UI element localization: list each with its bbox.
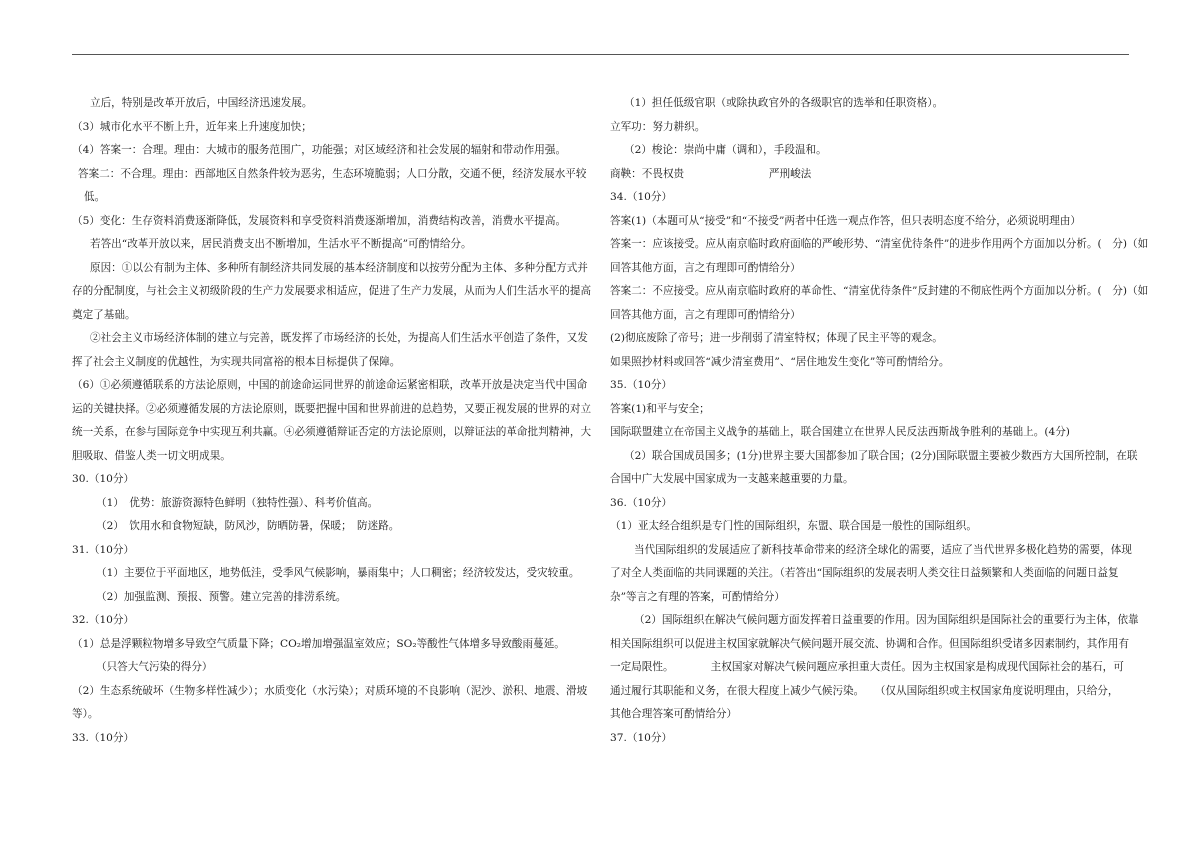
text-line: ②社会主义市场经济体制的建立与完善，既发挥了市场经济的长处，为提高人们生活水平创造了条件，又发 [90,332,588,344]
text-line: （2）联合国成员国多；(1分)世界主要大国都参加了联合国；(2分)国际联盟主要被少数西方大国所控制，在联 [624,449,1138,462]
text-line: 合国中广大发展中国家成为一支越来越重要的力量。 [610,473,854,485]
text-line: 低。 [84,191,106,203]
text-line: 37.（10分） [610,731,673,744]
text-line: （3）城市化水平不断上升，近年来上升速度加快； [72,120,312,133]
text-line: 30.（10分） [72,473,135,485]
text-line: 若答出“改革开放以来，居民消费支出不断增加，生活水平不断提高”可酌情给分。 [90,238,472,250]
text-line: 了对全人类面临的共同课题的关注。（若答出“国际组织的发展表明人类交往日益频繁和人类面临的问题日益复 [610,567,1119,579]
text-line: 商鞅：不畏权贵 严刑峻法 [610,167,812,180]
text-line: （2）梭论：崇尚中庸（调和），手段温和。 [624,144,827,156]
text-line: （2）国际组织在解决气候问题方面发挥着日益重要的作用。因为国际组织是国际社会的重要行为主体，依靠 [634,614,1139,626]
left-column [72,92,592,750]
text-line: 36.（10分） [610,496,673,509]
text-line: 33.（10分） [72,731,135,744]
text-line: 其他合理答案可酌情给分） [610,708,738,720]
text-line: （6）①必须遵循联系的方法论原则，中国的前途命运同世界的前途命运紧密相联，改革开放是决定当代中国命 [72,379,588,391]
text-line: （只答大气污染的得分） [96,661,213,673]
text-line: （5）变化：生存资料消费逐渐降低，发展资料和享受资料消费逐渐增加，消费结构改善，消费水平提高。 [72,214,567,227]
text-line: 31.（10分） [72,543,135,556]
right-column [610,92,1149,750]
text-line: 34.（10分） [610,191,673,203]
text-line: 32.（10分） [72,614,135,626]
text-line: 通过履行其职能和义务，在很大程度上减少气候污染。 （仅从国际组织或主权国家角度说明理由，只给分， [610,684,1119,697]
text-line: 立军功：努力耕织。 [610,120,706,133]
text-line: 回答其他方面，言之有理即可酌情给分） [610,308,801,321]
text-line: 答案(1)（本题可从“接受”和“不接受”两者中任选一观点作答，但只表明态度不给分，必须说明理由） [610,214,1082,227]
text-line: 原因：①以公有制为主体、多种所有制经济共同发展的基本经济制度和以按劳分配为主体、多种分配方式并 [90,261,588,274]
text-line: 等）。 [72,708,99,720]
text-line: 答案一：应该接受。应从南京临时政府面临的严峻形势、“清室优待条件”的进步作用两个方面加以分析。( 分)（如 [610,238,1149,250]
text-line: 相关国际组织可以促进主权国家就解决气候问题开展交流、协调和合作。但国际组织受诸多因素制约，其作用有 [610,637,1130,650]
text-line: （1）总是浮颗粒物增多导致空气质量下降；CO₂增加增强温室效应；SO₂等酸性气体增多导致酸雨蔓延。 [72,637,565,650]
text-line: 答案(1)和平与安全； [610,402,710,415]
text-line: （1） 优势：旅游资源特色鲜明（独特性强）、科考价值高。 [96,496,379,509]
text-line: 存的分配制度，与社会主义初级阶段的生产力发展要求相适应，促进了生产力发展，从而为人们生活水平的提高 [72,285,592,297]
text-line: 奠定了基础。 [72,308,136,321]
text-line: 胆吸取、借鉴人类一切文明成果。 [72,449,231,462]
text-line: （2）生态系统破坏（生物多样性减少）；水质变化（水污染）；对质环境的不良影响（泥沙、淤积、地震、滑坡 [72,684,588,697]
text-line: 当代国际组织的发展适应了新科技革命带来的经济全球化的需要，适应了当代世界多极化趋势的需要，体现 [634,543,1132,556]
text-line: 统一关系，在参与国际竞争中实现互利共赢。④必须遵循辩证否定的方法论原则，以辩证法的革命批判精神，大 [72,426,592,438]
text-line: （1）主要位于平面地区，地势低洼，受季风气候影响，暴雨集中；人口稠密；经济较发达，受灾较重。 [96,567,580,579]
text-line: 答案二：不应接受。应从南京临时政府的革命性、“清室优待条件”反封建的不彻底性两个方面加以分析。( 分)（如 [610,285,1149,297]
text-line: （2）加强监测、预报、预警。建立完善的排涝系统。 [96,590,347,603]
text-line: 回答其他方面，言之有理即可酌情给分） [610,261,801,274]
text-line: 一定局限性。 主权国家对解决气候问题应承担重大责任。因为主权国家是构成现代国际社会的基石，可 [610,661,1124,673]
text-line: 国际联盟建立在帝国主义战争的基础上，联合国建立在世界人民反法西斯战争胜利的基础上。(4分) [610,426,1070,438]
text-line: 运的关键抉择。②必须遵循发展的方法论原则，既要把握中国和世界前进的总趋势，又要正视发展的世界的对立 [72,402,592,415]
text-line: 35.（10分） [610,379,673,391]
text-line: 杂”等言之有理的答案，可酌情给分） [610,590,785,603]
text-line: （1）担任低级官职（或除执政官外的各级职官的选举和任职资格）。 [624,97,944,109]
header-rule [72,54,1129,55]
text-line: 如果照抄材料或回答“减少清室费用”、“居住地发生变化”等可酌情给分。 [610,355,950,368]
text-line: 立后，特别是改革开放后，中国经济迅速发展。 [90,97,313,109]
text-line: 挥了社会主义制度的优越性，为实现共同富裕的根本目标提供了保障。 [72,355,401,368]
text-line: 答案二：不合理。理由：西部地区自然条件较为恶劣，生态环境脆弱；人口分散，交通不便，经济发展水平较 [78,167,587,180]
text-line: (2)彻底废除了帝号；进一步削弱了清室特权；体现了民主平等的观念。 [610,332,943,344]
text-line: （1）亚太经合组织是专门性的国际组织，东盟、联合国是一般性的国际组织。 [610,520,977,532]
text-line: （2） 饮用水和食物短缺，防风沙，防晒防暑，保暖； 防迷路。 [96,520,400,532]
text-line: （4）答案一：合理。理由：大城市的服务范围广，功能强；对区域经济和社会发展的辐射和带动作用强。 [72,144,567,156]
